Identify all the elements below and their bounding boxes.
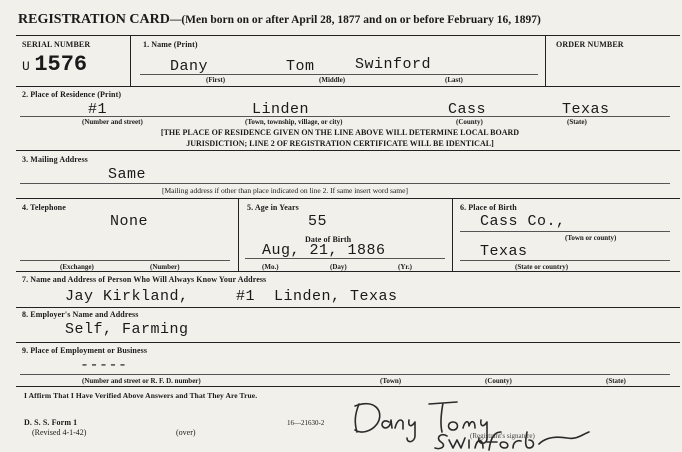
serial-number-label: SERIAL NUMBER	[22, 40, 91, 49]
first-caption: (First)	[206, 76, 226, 84]
fill-line-telephone	[20, 260, 230, 261]
fill-line-birth-state	[460, 260, 670, 261]
rule-row1	[16, 86, 680, 87]
card-title	[18, 10, 541, 28]
rule-top	[16, 35, 680, 36]
last-caption: (Last)	[445, 76, 463, 84]
signature-caption: (Registrant's signature)	[470, 432, 535, 440]
rule-order-left	[545, 35, 546, 86]
fill-line-birth-town	[460, 231, 670, 232]
dob-day-caption: (Day)	[330, 263, 347, 271]
employment-state-caption: (State)	[606, 377, 626, 385]
birthplace-state-caption: (State or country)	[515, 263, 569, 271]
fill-line-mailing	[20, 183, 670, 184]
residence-state-caption: (State)	[567, 118, 587, 126]
rule-age-right	[452, 198, 453, 271]
affirmation-text: I Affirm That I Have Verified Above Answers and That They Are True.	[24, 391, 258, 400]
form-revised: (Revised 4-1-42)	[32, 428, 87, 437]
notice-line-1: [THE PLACE OF RESIDENCE GIVEN ON THE LINE ABOVE WILL DETERMINE LOCAL BOARD	[160, 128, 520, 137]
first-name-value: Dany	[170, 58, 209, 75]
residence-state-value: Texas	[562, 101, 610, 118]
residence-label: 2. Place of Residence (Print)	[22, 90, 122, 99]
employment-county-caption: (County)	[485, 377, 512, 385]
fill-line-employment	[20, 374, 670, 375]
employment-street-caption: (Number and street or R. F. D. number)	[82, 377, 201, 385]
contact-person-label: 7. Name and Address of Person Who Will Always Know Your Address	[22, 275, 267, 284]
residence-street-value: #1	[88, 101, 108, 118]
dob-value: Aug, 21, 1886	[262, 242, 386, 259]
employer-value: Self, Farming	[65, 321, 189, 338]
notice-line-2: JURISDICTION; LINE 2 OF REGISTRATION CERTIFICATE WILL BE IDENTICAL]	[186, 139, 494, 148]
dob-month-caption: (Mo.)	[262, 263, 279, 271]
telephone-value: None	[110, 213, 149, 230]
birthplace-town-caption: (Town or county)	[565, 234, 617, 242]
employment-label: 9. Place of Employment or Business	[22, 346, 148, 355]
form-id: D. S. S. Form 1	[24, 418, 78, 427]
serial-number: 1576	[34, 52, 88, 77]
jurisdiction-notice	[40, 127, 640, 149]
residence-town-caption: (Town, township, village, or city)	[245, 118, 343, 126]
age-value: 55	[308, 213, 328, 230]
residence-street-caption: (Number and street)	[82, 118, 143, 126]
middle-caption: (Middle)	[319, 76, 346, 84]
mailing-address-caption: [Mailing address if other than place indicated on line 2. If same insert word same]	[162, 186, 408, 195]
rule-row6	[16, 342, 680, 343]
rule-row7	[16, 386, 680, 387]
rule-row4	[16, 271, 680, 272]
serial-prefix: U	[22, 59, 31, 74]
residence-town-value: Linden	[252, 101, 310, 118]
dob-year-caption: (Yr.)	[398, 263, 412, 271]
rule-tel-right	[238, 198, 239, 271]
last-name-value: Swinford	[355, 56, 432, 73]
contact-person-value: Jay Kirkland, #1 Linden, Texas	[65, 288, 398, 305]
mailing-address-label: 3. Mailing Address	[22, 155, 88, 164]
registrant-signature	[345, 392, 675, 452]
employment-town-caption: (Town)	[380, 377, 402, 385]
name-label: 1. Name (Print)	[143, 40, 198, 49]
birthplace-label: 6. Place of Birth	[460, 203, 517, 212]
birthplace-town-value: Cass Co.,	[480, 213, 566, 230]
telephone-label: 4. Telephone	[22, 203, 66, 212]
employer-label: 8. Employer's Name and Address	[22, 310, 139, 319]
rule-row3	[16, 198, 680, 199]
order-number-label: ORDER NUMBER	[556, 40, 624, 49]
residence-county-caption: (County)	[456, 118, 483, 126]
form-over: (over)	[176, 428, 196, 437]
middle-name-value: Tom	[286, 58, 315, 75]
residence-county-value: Cass	[448, 101, 487, 118]
telephone-number-caption: (Number)	[150, 263, 180, 271]
rule-row2	[16, 150, 680, 151]
age-label: 5. Age in Years	[247, 203, 299, 212]
rule-serial-right	[130, 35, 131, 86]
serial-number-value	[22, 52, 87, 77]
rule-row5	[16, 307, 680, 308]
title-text: REGISTRATION CARD	[18, 12, 170, 27]
form-print-code: 16—21630-2	[287, 419, 325, 427]
dob-label: Date of Birth	[305, 235, 352, 244]
mailing-address-value: Same	[108, 166, 147, 183]
subtitle-text: —(Men born on or after April 28, 1877 and on or before February 16, 1897)	[169, 14, 541, 26]
employment-value: -----	[80, 357, 128, 374]
birthplace-state-value: Texas	[480, 243, 528, 260]
telephone-exchange-caption: (Exchange)	[60, 263, 94, 271]
